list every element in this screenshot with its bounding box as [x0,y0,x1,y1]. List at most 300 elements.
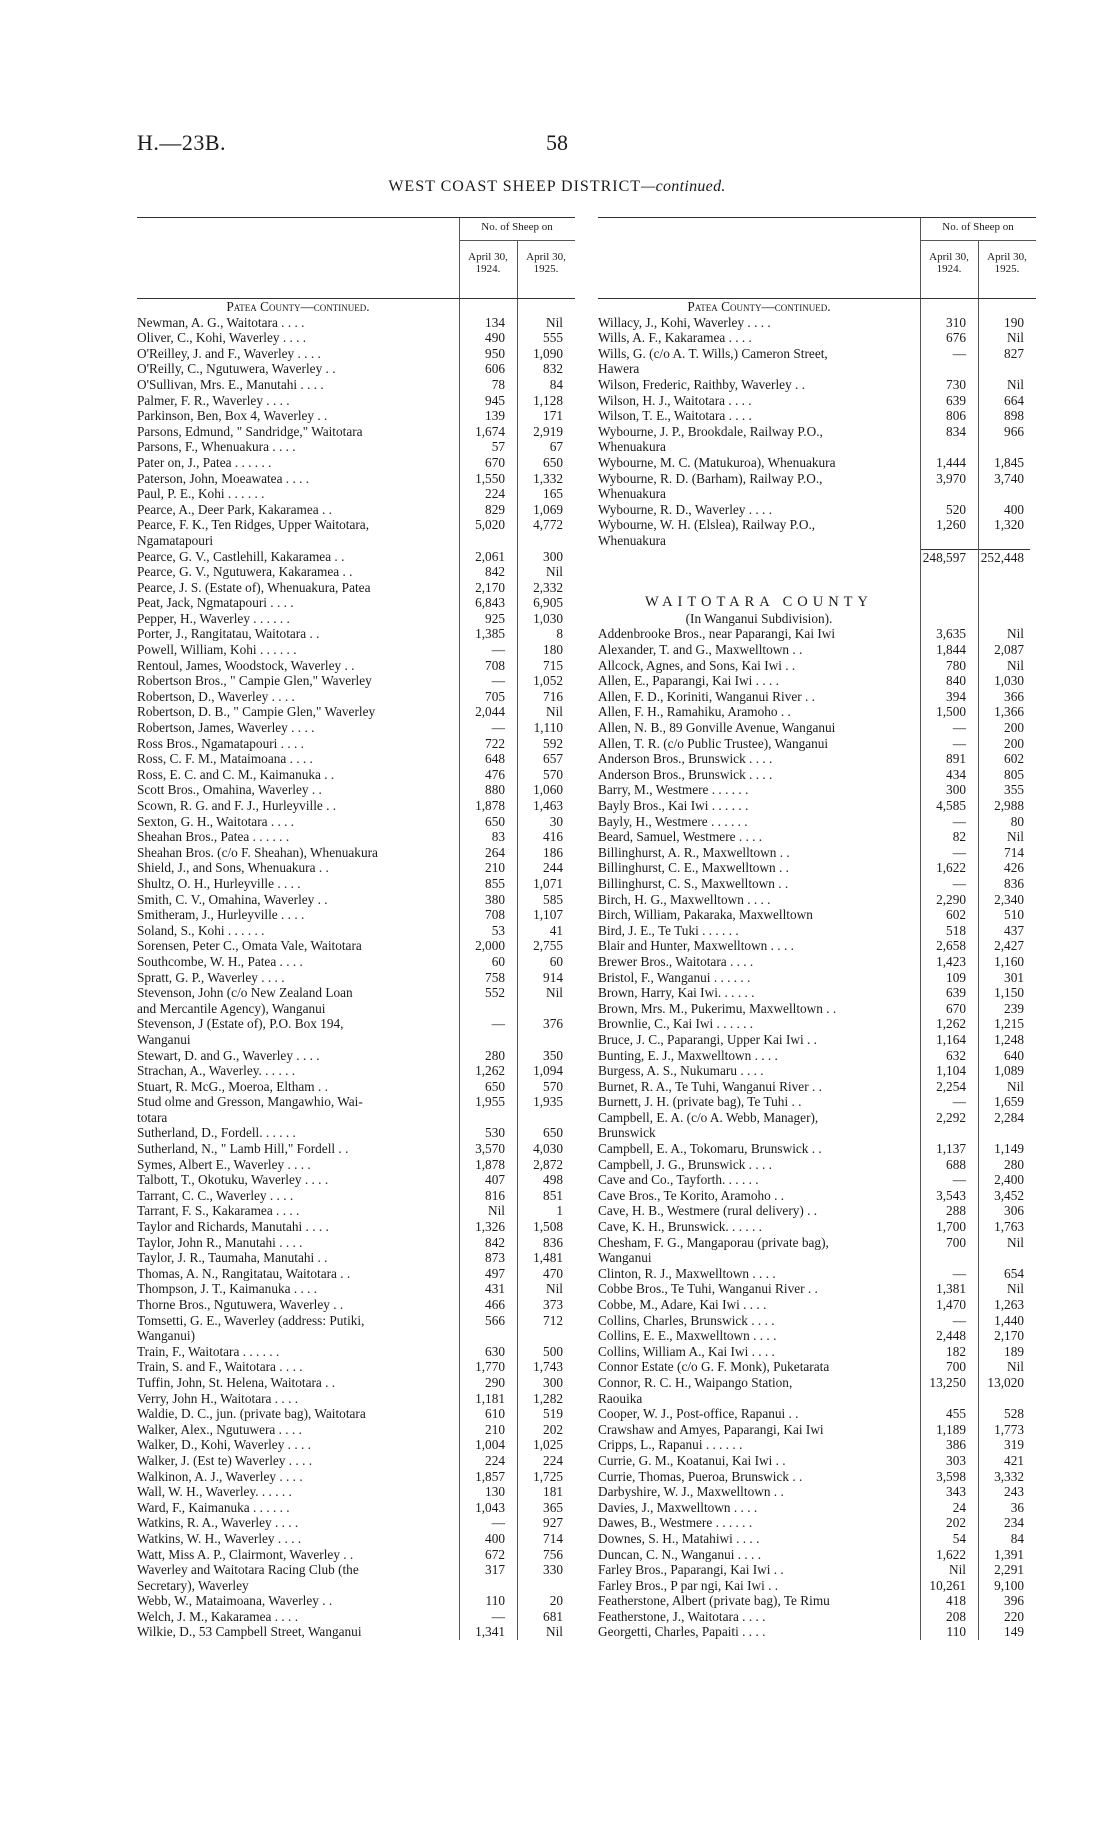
owner-name-cell: Billinghurst, C. E., Maxwelltown . . [598,860,789,876]
sheep-1925-cell: 300 [543,548,563,564]
sheep-1924-cell: 1,622 [936,1546,966,1562]
sheep-1924-cell: 386 [946,1437,966,1453]
table-row [598,626,1036,642]
sheep-1924-cell: 202 [946,1515,966,1531]
sheep-1925-cell: Nil [1007,376,1024,392]
sheep-1925-cell [972,486,1030,502]
sheep-1925-cell: Nil [1007,626,1024,642]
sheep-1925-cell: 1,440 [994,1312,1024,1328]
owner-name-cell: Pearce, J. S. (Estate of), Whenuakura, Patea [137,579,371,595]
table-row [598,393,1036,409]
table-row [598,1188,1036,1204]
table-row [137,486,575,502]
table-row [598,424,1036,440]
sheep-1924-cell: 700 [946,1359,966,1375]
sheep-1925-cell: Nil [546,1281,563,1297]
table-row [598,1063,1036,1079]
sheep-1924-cell: 3,635 [936,626,966,642]
owner-name-cell: Georgetti, Charles, Papaiti . . . . [598,1624,766,1640]
sheep-1924-cell: 730 [946,376,966,392]
sheep-1924-cell: 24 [952,1499,966,1515]
table-row [137,471,575,487]
sheep-1925-cell: 1 [556,1203,563,1219]
owner-name-cell: Burnett, J. H. (private bag), Te Tuhi . . [598,1094,802,1110]
sheep-1924-cell: 650 [485,813,505,829]
sheep-1925-cell: 914 [543,969,563,985]
sheep-1925-cell: 927 [543,1515,563,1531]
sheep-1924-cell [459,299,511,315]
owner-name-cell: Ward, F., Kaimanuka . . . . . . [137,1499,290,1515]
sheep-1924-cell: 688 [946,1156,966,1172]
owner-name-cell: Campbell, J. G., Brunswick . . . . [598,1156,772,1172]
table-row [137,1266,575,1282]
sheep-1925-cell: 640 [1004,1047,1024,1063]
owner-name-cell: Brownlie, C., Kai Iwi . . . . . . [598,1016,754,1032]
sheep-1925-cell: 756 [543,1546,563,1562]
owner-name-cell: Paul, P. E., Kohi . . . . . . [137,486,265,502]
owner-name-cell: Tuffin, John, St. Helena, Waitotara . . [137,1374,336,1390]
table-row [598,1578,1036,1594]
table-row [137,642,575,658]
col-1924-label: April 30, 1924. [929,251,969,275]
table-row [598,1157,1036,1173]
sheep-1924-cell: 57 [491,439,505,455]
owner-name-cell: Campbell, E. A. (c/o A. Webb, Manager), [598,1109,819,1125]
sheep-1925-cell: 1,481 [533,1250,563,1266]
owner-name-cell: Wills, G. (c/o A. T. Wills,) Cameron Street, [598,345,828,361]
sheep-1925-cell: 650 [543,1125,563,1141]
owner-name-cell: Brunswick [598,1125,656,1141]
sheep-1924-cell: — [952,720,966,736]
owner-name-cell: Bunting, E. J., Maxwelltown . . . . [598,1047,778,1063]
table-row [598,1079,1036,1095]
table-row [137,1624,575,1640]
sheep-1924-cell: 110 [485,1593,505,1609]
sheep-1925-cell: 555 [543,330,563,346]
sheep-1925-cell: 528 [1004,1406,1024,1422]
sheep-1925-cell: 1,150 [994,985,1024,1001]
owner-name-cell: Porter, J., Rangitatau, Waitotara . . [137,626,320,642]
sheep-1924-cell: — [491,1515,505,1531]
table-row [598,829,1036,845]
table-row [598,954,1036,970]
sheep-1924-cell: 431 [485,1281,505,1297]
table-row [598,1125,1036,1141]
table-row [137,315,575,331]
owner-name-cell: Patea County—continued. [687,299,831,314]
owner-name-cell: Allen, E., Paparangi, Kai Iwi . . . . [598,673,779,689]
sheep-1925-cell: 202 [543,1421,563,1437]
owner-name-cell: Bayly, H., Westmere . . . . . . [598,813,748,829]
owner-name-cell: Thomas, A. N., Rangitatau, Waitotara . . [137,1265,351,1281]
sheep-1924-cell: 3,598 [936,1468,966,1484]
owner-name-cell: O'Sullivan, Mrs. E., Manutahi . . . . [137,376,324,392]
table-row [137,970,575,986]
owner-name-cell: Secretary), Waverley [137,1577,249,1593]
sheep-1925-cell: 306 [1004,1203,1024,1219]
sheep-1925-cell [511,1328,569,1344]
sheep-1925-cell [972,1125,1030,1141]
table-row [137,658,575,674]
table-row [598,1001,1036,1017]
table-row [598,533,1036,549]
table-row [598,408,1036,424]
table-row [598,330,1036,346]
table-row [598,1453,1036,1469]
owner-name-cell: Davies, J., Maxwelltown . . . . [598,1499,758,1515]
owner-name-cell: Cripps, L., Rapanui . . . . . . [598,1437,743,1453]
sheep-group-label: No. of Sheep on [942,221,1014,233]
sheep-1925-cell: 2,988 [994,798,1024,813]
sheep-1924-cell: 722 [485,735,505,751]
sheep-1925-cell: 966 [1004,423,1024,439]
table-row [137,814,575,830]
sheep-1924-cell: — [952,1312,966,1328]
owner-name-cell: Scott Bros., Omahina, Waverley . . [137,782,322,798]
table-row [137,720,575,736]
owner-name-cell: WAITOTARA COUNTY [645,595,873,611]
sheep-1924-cell: 670 [946,1000,966,1016]
sheep-1924-cell: 4,585 [936,798,966,813]
sheep-1924-cell [920,299,972,315]
sheep-1924-cell: 602 [946,907,966,923]
owner-name-cell: Brewer Bros., Waitotara . . . . [598,953,754,969]
sheep-1924-cell: 2,044 [475,704,505,720]
table-row [598,1110,1036,1126]
sheep-1925-cell [511,1001,569,1017]
table-row [598,860,1036,876]
sheep-1925-cell: 1,935 [533,1094,563,1110]
table-row [598,439,1036,455]
sheep-1925-cell: 6,905 [533,595,563,611]
header-rule [920,240,1036,241]
owner-name-cell: Wilson, Frederic, Raithby, Waverley . . [598,376,806,392]
col-1925-label: April 30, 1925. [987,251,1027,275]
sheep-1925-cell [972,361,1030,377]
sheep-1925-cell: 437 [1004,922,1024,938]
sheep-1924-cell: 842 [485,564,505,580]
owner-name-cell: Welch, J. M., Kakaramea . . . . [137,1608,299,1624]
table-row [137,938,575,954]
table-row [137,626,575,642]
owner-name-cell: Wanganui [598,1250,652,1266]
sheep-1925-cell: 1,248 [994,1031,1024,1047]
table-row [137,829,575,845]
owner-name-cell: Sheahan Bros. (c/o F. Sheahan), Whenuakura [137,844,378,860]
sheep-1924-cell: 639 [946,985,966,1001]
sheep-1924-cell: 670 [485,454,505,470]
sheep-1925-cell: 585 [543,891,563,907]
sheep-1924-cell [459,1110,511,1126]
table-row [137,346,575,362]
table-row [137,1172,575,1188]
owner-name-cell: Collins, E. E., Maxwelltown . . . . [598,1328,777,1344]
table-row [598,673,1036,689]
sheep-1925-cell: 1,149 [994,1141,1024,1157]
sheep-1925-cell: 1,030 [994,673,1024,689]
sheep-1924-cell [920,439,972,455]
sheep-1925-cell: 832 [543,361,563,377]
owner-name-cell: Pearce, F. K., Ten Ridges, Upper Waitotara, [137,517,370,533]
table-row [598,845,1036,861]
sheep-1925-cell: 570 [543,766,563,782]
table-row [137,424,575,440]
table-row [137,1063,575,1079]
sheep-1924-cell: 1,137 [936,1141,966,1157]
sheep-1924-cell: 639 [946,392,966,408]
sheep-1924-cell: 210 [485,1421,505,1437]
sheep-1924-cell: 552 [485,985,505,1001]
sheep-1924-cell [459,1578,511,1594]
sheep-1925-cell: 510 [1004,907,1024,923]
sheep-1925-cell: 4,030 [533,1141,563,1157]
table-row [598,1391,1036,1407]
table-row [137,1422,575,1438]
sheep-1925-cell: 2,170 [994,1328,1024,1344]
owner-name-cell: Allen, F. D., Koriniti, Wanganui River . . [598,688,815,704]
sheep-1924-cell: 418 [946,1593,966,1609]
sheep-1925-cell: 234 [1004,1515,1024,1531]
table-row [137,1281,575,1297]
table-row [598,704,1036,720]
table-row [598,1203,1036,1219]
owner-name-cell: Whenuakura [598,532,666,548]
sheep-1924-cell: 2,290 [936,891,966,907]
sheep-1924-cell: 518 [946,922,966,938]
table-row [137,1001,575,1017]
sheep-1924-cell: — [952,1265,966,1281]
owner-name-cell: Wybourne, R. D. (Barham), Railway P.O., [598,470,823,486]
sheep-1924-cell: 2,292 [936,1109,966,1125]
sheep-1924-cell: 834 [946,423,966,439]
owner-name-cell: Parsons, Edmund, " Sandridge," Waitotara [137,423,363,439]
sheep-1924-cell: 566 [485,1312,505,1328]
owner-name-cell: Walkinon, A. J., Waverley . . . . [137,1468,303,1484]
table-row [137,1531,575,1547]
owner-name-cell: Palmer, F. R., Waverley . . . . [137,392,290,408]
owner-name-cell: Birch, H. G., Maxwelltown . . . . [598,891,771,907]
sheep-1924-cell: 1,674 [475,423,505,439]
sheep-1924-cell: 10,261 [929,1577,966,1593]
sheep-1924-cell: 6,843 [475,595,505,611]
owner-name-cell: Darbyshire, W. J., Maxwelltown . . [598,1484,784,1500]
sheep-1925-cell: 714 [1004,844,1024,860]
owner-name-cell: Taylor, John R., Manutahi . . . . [137,1234,303,1250]
sheep-1925-cell [511,533,569,549]
sheep-1924-cell: — [491,1608,505,1624]
sheep-1925-cell: Nil [546,1624,563,1640]
sheep-1924-cell: 708 [485,657,505,673]
sheep-1925-cell: 189 [1004,1343,1024,1359]
sheep-1925-cell: Nil [1007,1078,1024,1094]
sheep-1924-cell: 1,326 [475,1219,505,1235]
sheep-1924-cell: 816 [485,1187,505,1203]
sheep-1925-cell: 519 [543,1406,563,1422]
sheep-1925-cell: 350 [543,1047,563,1063]
column-divider [517,299,518,1640]
sheep-1924-cell: 950 [485,345,505,361]
sheep-1925-cell: 20 [549,1593,563,1609]
sheep-1925-cell: 805 [1004,766,1024,782]
sheep-1925-cell: 500 [543,1343,563,1359]
table-row [137,1141,575,1157]
header-rule [459,240,575,241]
owner-name-cell: Oliver, C., Kohi, Waverley . . . . [137,330,307,346]
sheep-1925-cell: 1,763 [994,1219,1024,1235]
owner-name-cell: Cobbe Bros., Te Tuhi, Wanganui River . . [598,1281,818,1297]
table-row [137,1125,575,1141]
sheep-1924-cell: 210 [485,860,505,876]
owner-name-cell: Wilkie, D., 53 Campbell Street, Wanganui [137,1624,362,1640]
sheep-1925-cell: 4,772 [533,517,563,533]
owner-name-cell: Pepper, H., Waverley . . . . . . [137,610,290,626]
owner-name-cell: Billinghurst, C. S., Maxwelltown . . [598,875,789,891]
sheep-1925-cell: 2,400 [994,1172,1024,1188]
sheep-1924-cell: 139 [485,408,505,424]
sheep-1924-cell: 1,444 [936,454,966,470]
sheep-1924-cell [920,595,972,611]
sheep-1925-cell: 181 [543,1484,563,1500]
table-row [598,1406,1036,1422]
sheep-1925-cell: 1,160 [994,953,1024,969]
sheep-1925-cell: 1,773 [994,1421,1024,1437]
table-row [137,1391,575,1407]
owner-name-cell: O'Reilley, J. and F., Waverley . . . . [137,345,321,361]
owner-name-cell: Walker, D., Kohi, Waverley . . . . [137,1437,311,1453]
sheep-1925-cell [511,299,569,315]
sheep-1924-cell: 466 [485,1297,505,1312]
sheep-1925-cell: 149 [1004,1624,1024,1640]
sheep-1925-cell: 224 [543,1452,563,1468]
owner-name-cell: Whenuakura [598,439,666,455]
sheep-1925-cell: 664 [1004,392,1024,408]
owner-name-cell: Cave, K. H., Brunswick. . . . . . [598,1219,762,1235]
sheep-1925-cell: Nil [1007,829,1024,845]
table-row [598,1016,1036,1032]
table-row [137,1157,575,1173]
table-row [137,1079,575,1095]
sheep-1924-cell: 497 [485,1265,505,1281]
column-divider [459,299,460,1640]
sheep-1924-cell: 2,658 [936,938,966,954]
sheep-1925-cell: 2,755 [533,938,563,954]
right-rows [598,299,1036,1640]
sheep-1925-cell: 712 [543,1312,563,1328]
sheep-1924-cell: 945 [485,392,505,408]
sheep-1925-cell: 654 [1004,1265,1024,1281]
sheep-1925-cell: 1,463 [533,798,563,813]
table-row [598,346,1036,362]
sheep-1924-cell [920,580,972,596]
sheep-1925-cell: 1,366 [994,704,1024,720]
owner-name-cell: Shield, J., and Sons, Whenuakura . . [137,860,329,876]
table-row [137,361,575,377]
table-row [137,907,575,923]
sheep-1925-cell: 592 [543,735,563,751]
table-row [598,1266,1036,1282]
sheep-1925-cell [511,1578,569,1594]
sheep-1924-cell: 891 [946,751,966,767]
table-row [598,1235,1036,1251]
owner-name-cell: Brown, Mrs. M., Pukerimu, Maxwelltown . . [598,1000,837,1016]
sheep-1925-cell [972,611,1030,627]
owner-name-cell: Wanganui [137,1031,191,1047]
table-row [598,377,1036,393]
sheep-1925-cell: Nil [1007,330,1024,346]
sheep-1925-cell: 898 [1004,408,1024,424]
sheep-1924-cell: 672 [485,1546,505,1562]
sheep-1924-cell: 1,423 [936,953,966,969]
sheep-1924-cell: 3,543 [936,1187,966,1203]
owner-name-cell: Symes, Albert E., Waverley . . . . [137,1156,311,1172]
sheep-1925-cell: 2,872 [533,1156,563,1172]
table-row [598,1484,1036,1500]
sheep-1925-cell: Nil [1007,1359,1024,1375]
sheep-1925-cell: 827 [1004,345,1024,361]
table-row [598,1094,1036,1110]
owner-name-cell: Shultz, O. H., Hurleyville . . . . [137,875,301,891]
left-column-header [137,217,575,299]
sheep-1925-cell: 165 [543,486,563,502]
sheep-1924-cell [920,486,972,502]
table-row [598,1624,1036,1640]
owner-name-cell: and Mercantile Agency), Wanganui [137,1000,326,1016]
table-row [137,1484,575,1500]
table-row [598,923,1036,939]
owner-name-cell: Rentoul, James, Woodstock, Waverley . . [137,657,355,673]
owner-name-cell: Robertson, D., Waverley . . . . [137,688,295,704]
sheep-1924-cell: 925 [485,610,505,626]
sheep-1925-cell: 1,069 [533,501,563,517]
sheep-1925-cell: 650 [543,454,563,470]
sheep-1924-cell [920,1250,972,1266]
table-row [137,1344,575,1360]
sheep-1925-cell: 355 [1004,782,1024,798]
owner-name-cell: Robertson, D. B., " Campie Glen," Waverley [137,704,376,720]
table-row [137,985,575,1001]
sheep-1925-cell [972,299,1030,315]
sheep-1925-cell: 1,320 [994,517,1024,533]
table-row [137,689,575,705]
sheep-1924-cell [920,361,972,377]
table-row [137,611,575,627]
left-rows [137,299,575,1640]
table-row [137,954,575,970]
sheep-1925-cell: 1,508 [533,1219,563,1235]
sheep-1924-cell: 806 [946,408,966,424]
sheep-1924-cell [459,1328,511,1344]
table-row [137,1469,575,1485]
table-row [137,1235,575,1251]
table-row [598,907,1036,923]
sheep-1924-cell: 1,381 [936,1281,966,1297]
owner-name-cell: Currie, G. M., Koatanui, Kai Iwi . . [598,1452,786,1468]
sheep-1925-cell: 416 [543,829,563,845]
table-row [137,533,575,549]
owner-name-cell: Robertson Bros., " Campie Glen," Waverley [137,673,372,689]
document-reference: H.—23B. [137,130,227,155]
owner-name-cell: Anderson Bros., Brunswick . . . . [598,751,773,767]
table-row [598,798,1036,814]
table-row [137,673,575,689]
owner-name-cell: Waldie, D. C., jun. (private bag), Waitotara [137,1406,366,1422]
sheep-1924-cell: 303 [946,1452,966,1468]
sheep-1925-cell: 1,215 [994,1016,1024,1032]
sheep-1924-cell [459,1001,511,1017]
owner-name-cell: Pearce, G. V., Castlehill, Kakaramea . . [137,548,345,564]
owner-name-cell: Ross, E. C. and C. M., Kaimanuka . . [137,766,335,782]
owner-name-cell: Taylor and Richards, Manutahi . . . . [137,1219,329,1235]
